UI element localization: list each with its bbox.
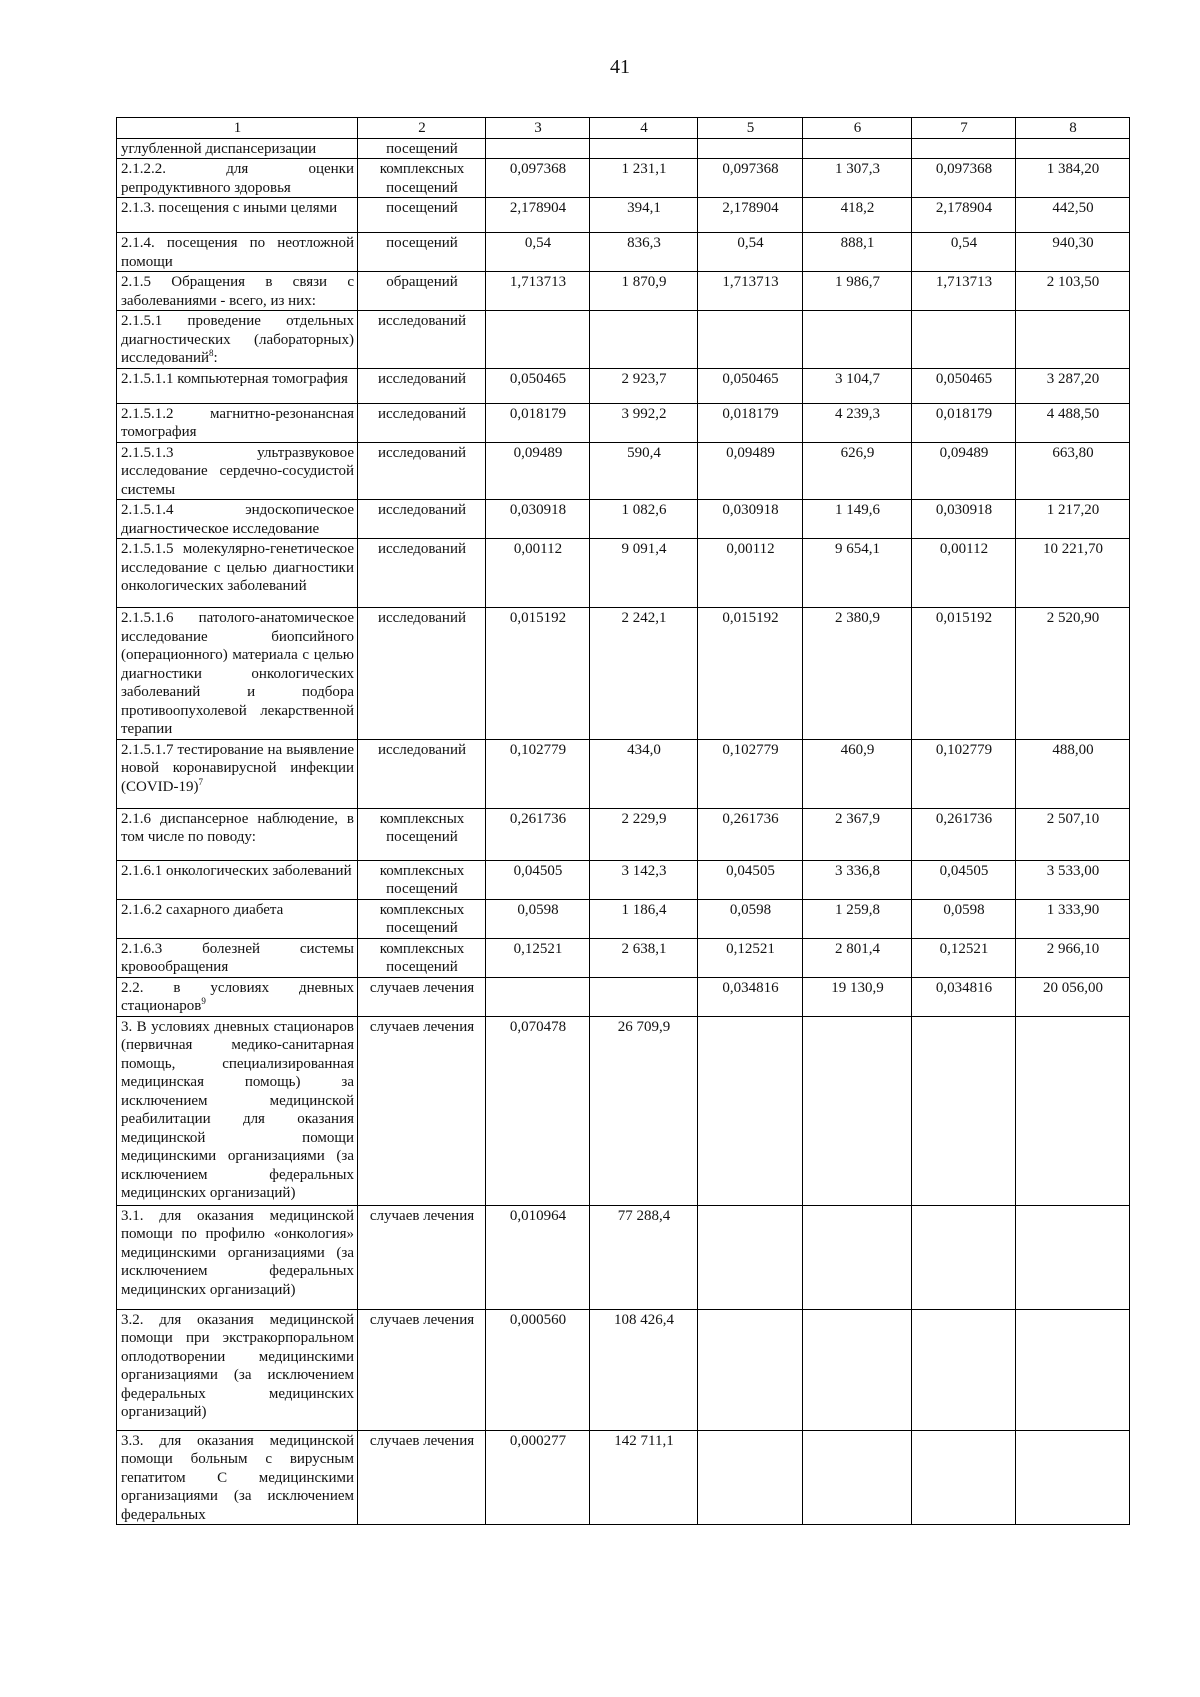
value-cell-7	[912, 311, 1016, 369]
unit-cell: случаев лечения	[358, 1016, 486, 1205]
column-number-row	[117, 118, 1130, 139]
unit-cell: комплексных посещений	[358, 860, 486, 899]
value-cell-8: 2 966,10	[1016, 938, 1130, 977]
value-cell-7: 2,178904	[912, 198, 1016, 233]
column-header: 7	[912, 118, 1016, 139]
value-cell-6: 1 259,8	[803, 899, 912, 938]
value-cell-3: 0,09489	[486, 442, 590, 500]
row-label: 2.1.6.1 онкологических заболеваний	[121, 862, 352, 879]
value-cell-4: 26 709,9	[590, 1016, 698, 1205]
row-label-cell	[117, 233, 358, 272]
value-cell-8: 1 333,90	[1016, 899, 1130, 938]
value-cell-3: 0,54	[486, 233, 590, 272]
value-cell-8: 2 507,10	[1016, 808, 1130, 860]
value-cell-8: 1 384,20	[1016, 159, 1130, 198]
value-cell-4: 434,0	[590, 739, 698, 808]
table-row	[117, 403, 1130, 442]
row-label-cell	[117, 739, 358, 808]
table-row	[117, 860, 1130, 899]
value-cell-6: 2 367,9	[803, 808, 912, 860]
value-cell-4: 2 638,1	[590, 938, 698, 977]
value-cell-8	[1016, 1430, 1130, 1525]
value-cell-5: 0,00112	[698, 539, 803, 608]
value-cell-7	[912, 1016, 1016, 1205]
column-header: 8	[1016, 118, 1130, 139]
value-cell-5: 0,030918	[698, 500, 803, 539]
value-cell-3: 0,010964	[486, 1205, 590, 1309]
table-row	[117, 899, 1130, 938]
value-cell-3: 0,018179	[486, 403, 590, 442]
unit-cell: исследований	[358, 739, 486, 808]
row-label: 2.1.5.1.6 патолого-анатомическое исследование биопсийного (операционного) материала с целью диагностики онкологических заболеваний и подбора противоопухолевой лекарственной терапии	[121, 610, 354, 737]
value-cell-8: 1 217,20	[1016, 500, 1130, 539]
unit-cell: исследований	[358, 368, 486, 403]
value-cell-5	[698, 1430, 803, 1525]
table-row	[117, 739, 1130, 808]
value-cell-4: 1 231,1	[590, 159, 698, 198]
table-row	[117, 1309, 1130, 1430]
value-cell-4: 394,1	[590, 198, 698, 233]
row-label: 2.1.5.1.4 эндоскопическое диагностическое исследование	[121, 502, 354, 537]
value-cell-7: 0,097368	[912, 159, 1016, 198]
value-cell-6: 9 654,1	[803, 539, 912, 608]
value-cell-3: 0,050465	[486, 368, 590, 403]
value-cell-8	[1016, 311, 1130, 369]
table-row	[117, 368, 1130, 403]
value-cell-6: 418,2	[803, 198, 912, 233]
value-cell-8	[1016, 138, 1130, 159]
table-row	[117, 608, 1130, 740]
value-cell-7: 0,0598	[912, 899, 1016, 938]
value-cell-3	[486, 138, 590, 159]
value-cell-5: 1,713713	[698, 272, 803, 311]
row-label-cell	[117, 808, 358, 860]
row-label-cell	[117, 1309, 358, 1430]
row-label-tail: :	[213, 350, 218, 366]
value-cell-6	[803, 311, 912, 369]
row-label: 2.1.5.1 проведение отдельных диагностических (лабораторных) исследований	[121, 313, 354, 366]
value-cell-4	[590, 138, 698, 159]
unit-cell: исследований	[358, 608, 486, 740]
value-cell-3: 0,261736	[486, 808, 590, 860]
row-label: 3.1. для оказания медицинской помощи по профилю «онкология» медицинскими организациями (за исключением федеральных медицинских организаций)	[121, 1207, 354, 1298]
value-cell-4: 2 242,1	[590, 608, 698, 740]
row-label-cell	[117, 403, 358, 442]
row-label: 2.1.6 диспансерное наблюдение, в том числе по поводу:	[121, 810, 354, 845]
unit-cell: исследований	[358, 539, 486, 608]
value-cell-4: 3 992,2	[590, 403, 698, 442]
row-label-cell	[117, 539, 358, 608]
value-cell-8: 20 056,00	[1016, 977, 1130, 1016]
value-cell-7	[912, 1205, 1016, 1309]
value-cell-8	[1016, 1016, 1130, 1205]
row-label: 2.1.5.1.2 магнитно-резонансная томография	[121, 405, 354, 440]
value-cell-3: 0,12521	[486, 938, 590, 977]
value-cell-6: 2 380,9	[803, 608, 912, 740]
value-cell-4	[590, 977, 698, 1016]
value-cell-5: 0,0598	[698, 899, 803, 938]
value-cell-4: 2 229,9	[590, 808, 698, 860]
value-cell-5: 0,12521	[698, 938, 803, 977]
row-label-cell	[117, 198, 358, 233]
value-cell-4: 3 142,3	[590, 860, 698, 899]
footnote-mark: 9	[201, 996, 206, 1006]
table-row	[117, 1430, 1130, 1525]
value-cell-5: 0,54	[698, 233, 803, 272]
value-cell-6: 19 130,9	[803, 977, 912, 1016]
row-label: 2.1.3. посещения с иными целями	[121, 200, 338, 216]
value-cell-6: 2 801,4	[803, 938, 912, 977]
value-cell-6: 626,9	[803, 442, 912, 500]
data-table	[116, 117, 1130, 1525]
value-cell-5	[698, 1205, 803, 1309]
value-cell-6: 3 104,7	[803, 368, 912, 403]
value-cell-5: 0,034816	[698, 977, 803, 1016]
value-cell-6	[803, 1016, 912, 1205]
row-label-cell	[117, 500, 358, 539]
value-cell-8	[1016, 1205, 1130, 1309]
unit-cell: комплексных посещений	[358, 899, 486, 938]
footnote-mark: 7	[198, 776, 203, 787]
value-cell-6	[803, 138, 912, 159]
value-cell-4: 590,4	[590, 442, 698, 500]
value-cell-5: 0,102779	[698, 739, 803, 808]
value-cell-4: 9 091,4	[590, 539, 698, 608]
value-cell-3: 0,030918	[486, 500, 590, 539]
value-cell-4: 836,3	[590, 233, 698, 272]
table-row	[117, 233, 1130, 272]
value-cell-3: 1,713713	[486, 272, 590, 311]
value-cell-8: 3 287,20	[1016, 368, 1130, 403]
value-cell-5: 0,050465	[698, 368, 803, 403]
value-cell-5: 0,097368	[698, 159, 803, 198]
row-label-cell	[117, 272, 358, 311]
value-cell-7	[912, 138, 1016, 159]
row-label-cell	[117, 860, 358, 899]
unit-cell: случаев лечения	[358, 1205, 486, 1309]
value-cell-8: 2 520,90	[1016, 608, 1130, 740]
row-label: 2.1.6.3 болезней системы кровообращения	[121, 940, 354, 975]
row-label: 2.1.5.1.1 компьютерная томография	[121, 370, 348, 387]
value-cell-5: 2,178904	[698, 198, 803, 233]
row-label: 2.1.5.1.3 ультразвуковое исследование сердечно-сосудистой системы	[121, 444, 354, 498]
column-header: 6	[803, 118, 912, 139]
table-row	[117, 311, 1130, 369]
value-cell-7: 0,54	[912, 233, 1016, 272]
table-row	[117, 272, 1130, 311]
row-label-cell	[117, 608, 358, 740]
unit-cell: исследований	[358, 403, 486, 442]
value-cell-3: 0,070478	[486, 1016, 590, 1205]
value-cell-5: 0,015192	[698, 608, 803, 740]
table-row	[117, 500, 1130, 539]
value-cell-5: 0,261736	[698, 808, 803, 860]
value-cell-4: 1 870,9	[590, 272, 698, 311]
row-label-cell	[117, 938, 358, 977]
unit-cell: посещений	[358, 138, 486, 159]
row-label: 2.1.5.1.7 тестирование на выявление новой коронавирусной инфекции (COVID-19)	[121, 741, 354, 795]
value-cell-3: 0,000277	[486, 1430, 590, 1525]
value-cell-6: 1 986,7	[803, 272, 912, 311]
value-cell-3: 0,00112	[486, 539, 590, 608]
table-row	[117, 977, 1130, 1016]
value-cell-7: 0,050465	[912, 368, 1016, 403]
row-label: 2.2. в условиях дневных стационаров	[121, 979, 354, 1014]
value-cell-7: 0,015192	[912, 608, 1016, 740]
value-cell-8: 663,80	[1016, 442, 1130, 500]
value-cell-7: 0,00112	[912, 539, 1016, 608]
table-row	[117, 1016, 1130, 1205]
value-cell-6: 3 336,8	[803, 860, 912, 899]
value-cell-8: 10 221,70	[1016, 539, 1130, 608]
value-cell-3	[486, 311, 590, 369]
table-row	[117, 1205, 1130, 1309]
value-cell-5	[698, 311, 803, 369]
unit-cell: случаев лечения	[358, 1309, 486, 1430]
value-cell-6: 1 307,3	[803, 159, 912, 198]
unit-cell: комплексных посещений	[358, 159, 486, 198]
table-row	[117, 539, 1130, 608]
row-label-cell	[117, 899, 358, 938]
value-cell-4: 77 288,4	[590, 1205, 698, 1309]
unit-cell: исследований	[358, 500, 486, 539]
row-label: 3.3. для оказания медицинской помощи больным с вирусным гепатитом С медицинскими организациями (за исключением федеральных	[121, 1432, 354, 1523]
value-cell-5	[698, 1309, 803, 1430]
row-label-cell	[117, 368, 358, 403]
value-cell-7: 0,034816	[912, 977, 1016, 1016]
row-label-cell	[117, 1205, 358, 1309]
column-header: 1	[117, 118, 358, 139]
value-cell-4: 108 426,4	[590, 1309, 698, 1430]
unit-cell: посещений	[358, 198, 486, 233]
value-cell-3: 2,178904	[486, 198, 590, 233]
value-cell-6	[803, 1205, 912, 1309]
value-cell-3: 0,0598	[486, 899, 590, 938]
value-cell-8: 442,50	[1016, 198, 1130, 233]
page-number: 41	[610, 56, 630, 78]
value-cell-7: 0,04505	[912, 860, 1016, 899]
value-cell-7: 0,030918	[912, 500, 1016, 539]
value-cell-3	[486, 977, 590, 1016]
value-cell-6: 888,1	[803, 233, 912, 272]
row-label: 2.1.4. посещения по неотложной помощи	[121, 235, 354, 270]
value-cell-4: 1 082,6	[590, 500, 698, 539]
row-label-cell	[117, 1430, 358, 1525]
value-cell-3: 0,102779	[486, 739, 590, 808]
row-label-cell	[117, 311, 358, 369]
value-cell-7: 0,102779	[912, 739, 1016, 808]
row-label-cell	[117, 442, 358, 500]
value-cell-5: 0,04505	[698, 860, 803, 899]
value-cell-7: 0,09489	[912, 442, 1016, 500]
row-label: 3. В условиях дневных стационаров (первичная медико-санитарная помощь, специализированная медицинская помощь) за исключением медицинской реабилитации для оказания медицинской помощи медицинскими организациями (за исключением федеральных медицинских организаций)	[121, 1018, 354, 1201]
value-cell-6: 460,9	[803, 739, 912, 808]
table-row	[117, 138, 1130, 159]
value-cell-4: 142 711,1	[590, 1430, 698, 1525]
unit-cell: случаев лечения	[358, 977, 486, 1016]
value-cell-7: 0,12521	[912, 938, 1016, 977]
value-cell-6: 4 239,3	[803, 403, 912, 442]
unit-cell: комплексных посещений	[358, 938, 486, 977]
value-cell-5: 0,09489	[698, 442, 803, 500]
table-row	[117, 198, 1130, 233]
value-cell-7: 0,018179	[912, 403, 1016, 442]
value-cell-4	[590, 311, 698, 369]
value-cell-4: 2 923,7	[590, 368, 698, 403]
value-cell-4: 1 186,4	[590, 899, 698, 938]
value-cell-6: 1 149,6	[803, 500, 912, 539]
value-cell-5: 0,018179	[698, 403, 803, 442]
column-header: 4	[590, 118, 698, 139]
table-row	[117, 938, 1130, 977]
value-cell-6	[803, 1430, 912, 1525]
value-cell-8: 488,00	[1016, 739, 1130, 808]
value-cell-7: 1,713713	[912, 272, 1016, 311]
row-label: 2.1.5.1.5 молекулярно-генетическое исследование с целью диагностики онкологических заболеваний	[121, 541, 354, 594]
value-cell-8: 2 103,50	[1016, 272, 1130, 311]
unit-cell: комплексных посещений	[358, 808, 486, 860]
unit-cell: посещений	[358, 233, 486, 272]
row-label-cell	[117, 159, 358, 198]
table-row	[117, 808, 1130, 860]
column-header: 2	[358, 118, 486, 139]
unit-cell: исследований	[358, 311, 486, 369]
value-cell-5	[698, 138, 803, 159]
row-label: углубленной диспансеризации	[121, 140, 317, 157]
footnote-mark: 8	[209, 348, 214, 358]
column-header: 3	[486, 118, 590, 139]
column-header: 5	[698, 118, 803, 139]
unit-cell: случаев лечения	[358, 1430, 486, 1525]
value-cell-8: 4 488,50	[1016, 403, 1130, 442]
row-label-cell	[117, 977, 358, 1016]
value-cell-3: 0,097368	[486, 159, 590, 198]
value-cell-3: 0,04505	[486, 860, 590, 899]
value-cell-7: 0,261736	[912, 808, 1016, 860]
row-label: 2.1.5 Обращения в связи с заболеваниями - всего, из них:	[121, 274, 354, 309]
row-label: 3.2. для оказания медицинской помощи при экстракорпоральном оплодотворении медицинскими организациями (за исключением федеральных медицинских организаций)	[121, 1311, 354, 1420]
value-cell-8: 3 533,00	[1016, 860, 1130, 899]
value-cell-3: 0,000560	[486, 1309, 590, 1430]
value-cell-8	[1016, 1309, 1130, 1430]
unit-cell: исследований	[358, 442, 486, 500]
value-cell-7	[912, 1309, 1016, 1430]
value-cell-8: 940,30	[1016, 233, 1130, 272]
value-cell-3: 0,015192	[486, 608, 590, 740]
row-label: 2.1.2.2. для оценки репродуктивного здоровья	[121, 161, 354, 196]
row-label-cell	[117, 138, 358, 159]
value-cell-7	[912, 1430, 1016, 1525]
table-row	[117, 442, 1130, 500]
unit-cell: обращений	[358, 272, 486, 311]
row-label: 2.1.6.2 сахарного диабета	[121, 901, 284, 918]
table-row	[117, 159, 1130, 198]
value-cell-5	[698, 1016, 803, 1205]
value-cell-6	[803, 1309, 912, 1430]
row-label-cell	[117, 1016, 358, 1205]
